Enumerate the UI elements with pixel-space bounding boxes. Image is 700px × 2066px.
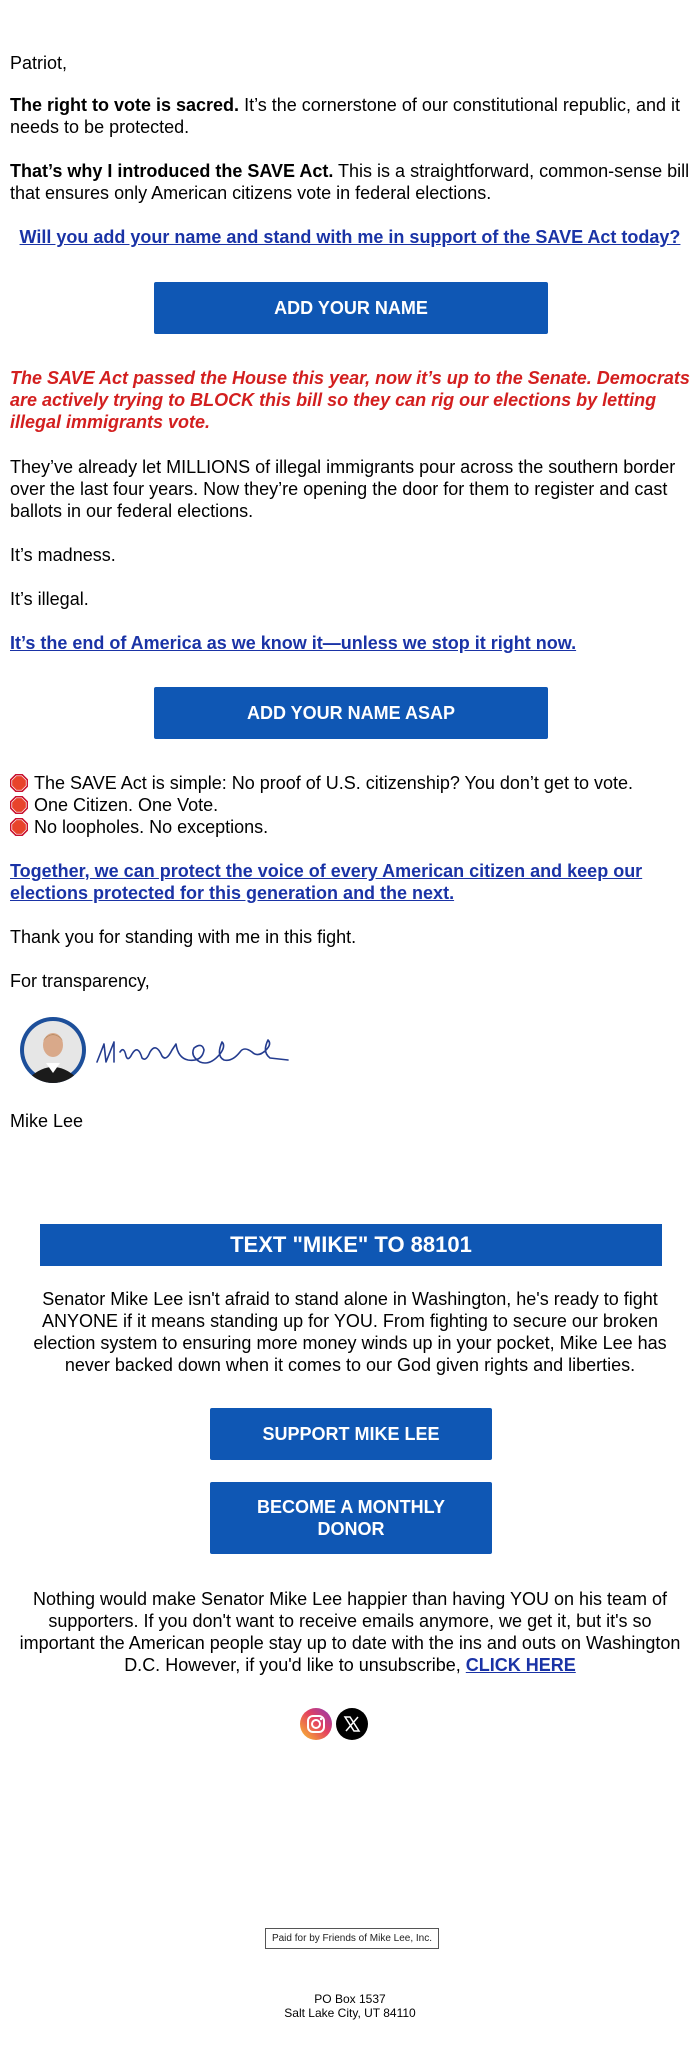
bullet-text-1: The SAVE Act is simple: No proof of U.S. citizenship? You don’t get to vote. (34, 773, 633, 793)
text-mike-banner: TEXT "MIKE" TO 88101 (40, 1224, 662, 1266)
bullet-item-2 (10, 794, 218, 816)
unsubscribe-paragraph (15, 1588, 685, 1676)
immigration-paragraph: They’ve already let MILLIONS of illegal immigrants pour across the southern border over the last four years. Now they’re opening the door for them to register and cast ballots in our federal elections. (10, 457, 676, 521)
add-your-name-asap-button[interactable]: ADD YOUR NAME ASAP (154, 687, 548, 739)
bullet-item-3 (10, 816, 268, 838)
paid-for-disclaimer: Paid for by Friends of Mike Lee, Inc. (265, 1928, 439, 1949)
intro-text: It’s the cornerstone of our constitutional republic, and it needs to be protected. (10, 95, 680, 137)
petition-link-wrap (10, 226, 690, 248)
unsubscribe-link[interactable]: CLICK HERE (465, 1655, 576, 1675)
illegal-line: It’s illegal. (10, 589, 89, 609)
avatar-image (20, 1017, 86, 1083)
x-twitter-icon[interactable] (336, 1708, 368, 1740)
save-act-paragraph (10, 160, 690, 204)
together-link-wrap (10, 860, 690, 904)
stop-sign-icon (10, 774, 28, 792)
about-paragraph: Senator Mike Lee isn't afraid to stand alone in Washington, he's ready to fight ANYONE if it means standing up for YOU. From fighting to secure our broken election system to ensuring more money winds up in your pocket, Mike Lee has never backed down when it comes to our God given rights and liberties. (33, 1289, 667, 1375)
greeting: Patriot, (10, 53, 68, 73)
signature-icon (92, 1022, 292, 1082)
bullet-text-3: No loopholes. No exceptions. (34, 817, 269, 837)
madness-line: It’s madness. (10, 545, 116, 565)
intro-bold: The right to vote is sacred. (10, 95, 240, 115)
support-mike-lee-button[interactable]: SUPPORT MIKE LEE (210, 1408, 492, 1460)
address-line-1: PO Box 1537 (314, 1992, 386, 2006)
together-link[interactable]: Together, we can protect the voice of every American citizen and keep our elections protected for this generation and the next. (10, 861, 643, 903)
signer-name: Mike Lee (10, 1111, 84, 1131)
thanks-line: Thank you for standing with me in this fight. (10, 927, 357, 947)
intro-paragraph (10, 94, 690, 138)
instagram-glyph-icon (306, 1714, 326, 1734)
stop-sign-icon (10, 818, 28, 836)
instagram-icon[interactable] (300, 1708, 332, 1740)
monthly-donor-button[interactable]: BECOME A MONTHLY DONOR (210, 1482, 492, 1554)
petition-link[interactable]: Will you add your name and stand with me in support of the SAVE Act today? (19, 227, 681, 247)
avatar (20, 1017, 86, 1083)
bullet-text-2: One Citizen. One Vote. (34, 795, 219, 815)
end-of-america-link-wrap (10, 632, 690, 654)
add-your-name-button[interactable]: ADD YOUR NAME (154, 282, 548, 334)
alert-paragraph: The SAVE Act passed the House this year, now it’s up to the Senate. Democrats are actively trying to BLOCK this bill so they can rig our elections by letting illegal immigrants vote. (10, 368, 690, 432)
unsubscribe-text: Nothing would make Senator Mike Lee happier than having YOU on his team of supporters. If you don't want to receive emails anymore, we get it, but it's so important the American people stay up to date with the ins and outs on Washington D.C. However, if you'd like to unsubscribe, (19, 1589, 681, 1675)
end-of-america-link[interactable]: It’s the end of America as we know it—unless we stop it right now. (10, 633, 577, 653)
address-line-2: Salt Lake City, UT 84110 (284, 2006, 416, 2020)
transparency-line: For transparency, (10, 971, 150, 991)
save-act-text: This is a straightforward, common-sense bill that ensures only American citizens vote in federal elections. (10, 161, 690, 203)
stop-sign-icon (10, 796, 28, 814)
x-glyph-icon (343, 1715, 361, 1733)
save-act-bold: That’s why I introduced the SAVE Act. (10, 161, 334, 181)
bullet-item-1 (10, 772, 633, 794)
